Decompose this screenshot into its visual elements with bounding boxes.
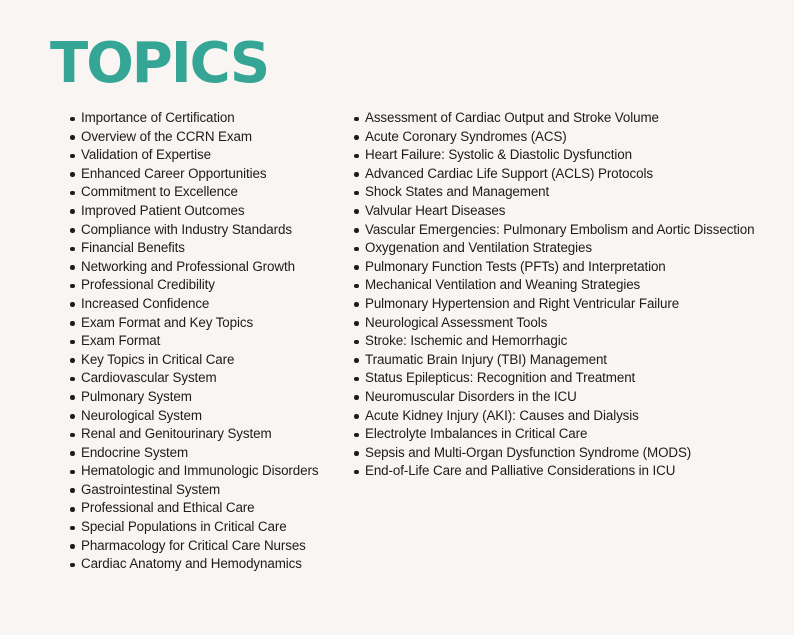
list-item bbox=[70, 276, 350, 295]
list-item bbox=[70, 537, 350, 556]
list-item-label: Mechanical Ventilation and Weaning Strategies bbox=[365, 277, 641, 293]
bullet-icon bbox=[354, 191, 359, 196]
bullet-icon bbox=[354, 451, 359, 456]
list-item-label: Key Topics in Critical Care bbox=[81, 351, 235, 367]
list-item bbox=[354, 462, 774, 481]
bullet-icon bbox=[70, 507, 75, 512]
bullet-icon bbox=[70, 321, 75, 326]
list-item-label: Networking and Professional Growth bbox=[81, 258, 295, 274]
bullet-icon bbox=[354, 209, 359, 214]
list-item bbox=[354, 165, 774, 184]
bullet-icon bbox=[70, 191, 75, 196]
list-item bbox=[70, 239, 350, 258]
list-item-label: Cardiac Anatomy and Hemodynamics bbox=[81, 556, 302, 572]
list-item-label: Neurological Assessment Tools bbox=[365, 314, 548, 330]
list-item bbox=[354, 444, 774, 463]
list-item bbox=[70, 425, 350, 444]
list-item bbox=[70, 499, 350, 518]
list-item bbox=[70, 146, 350, 165]
list-item-label: Increased Confidence bbox=[81, 295, 210, 311]
list-item bbox=[70, 202, 350, 221]
list-item-label: Special Populations in Critical Care bbox=[81, 519, 287, 535]
list-item-label: Pulmonary System bbox=[81, 388, 192, 404]
list-item bbox=[70, 351, 350, 370]
list-item-label: End-of-Life Care and Palliative Considerations in ICU bbox=[365, 463, 676, 479]
list-item bbox=[70, 332, 350, 351]
bullet-icon bbox=[354, 117, 359, 122]
list-item-label: Shock States and Management bbox=[365, 184, 550, 200]
list-item bbox=[70, 314, 350, 333]
bullet-icon bbox=[70, 451, 75, 456]
list-item-label: Pharmacology for Critical Care Nurses bbox=[81, 537, 306, 553]
list-item-label: Renal and Genitourinary System bbox=[81, 426, 272, 442]
bullet-icon bbox=[70, 395, 75, 400]
list-item-label: Electrolyte Imbalances in Critical Care bbox=[365, 426, 588, 442]
bullet-icon bbox=[70, 544, 75, 549]
list-item-label: Sepsis and Multi-Organ Dysfunction Syndrome (MODS) bbox=[365, 444, 692, 460]
bullet-icon bbox=[70, 377, 75, 382]
bullet-icon bbox=[70, 470, 75, 475]
list-item bbox=[354, 314, 774, 333]
list-item-label: Importance of Certification bbox=[81, 110, 235, 125]
bullet-icon bbox=[354, 433, 359, 438]
list-item-label: Assessment of Cardiac Output and Stroke Volume bbox=[365, 110, 659, 125]
list-item bbox=[354, 183, 774, 202]
list-item-label: Pulmonary Function Tests (PFTs) and Interpretation bbox=[365, 258, 666, 274]
bullet-icon bbox=[70, 358, 75, 363]
bullet-icon bbox=[70, 209, 75, 214]
list-item bbox=[354, 369, 774, 388]
list-item bbox=[354, 425, 774, 444]
list-item-label: Stroke: Ischemic and Hemorrhagic bbox=[365, 333, 568, 349]
bullet-icon bbox=[70, 265, 75, 270]
bullet-icon bbox=[70, 135, 75, 140]
page-title: TOPICS bbox=[50, 31, 269, 96]
list-item-label: Acute Kidney Injury (AKI): Causes and Dialysis bbox=[365, 407, 639, 423]
list-item-label: Heart Failure: Systolic & Diastolic Dysfunction bbox=[365, 147, 632, 163]
list-item-label: Pulmonary Hypertension and Right Ventricular Failure bbox=[365, 295, 680, 311]
list-item-label: Traumatic Brain Injury (TBI) Management bbox=[365, 351, 607, 367]
list-item-label: Validation of Expertise bbox=[81, 147, 211, 163]
bullet-icon bbox=[354, 321, 359, 326]
bullet-icon bbox=[354, 135, 359, 140]
bullet-icon bbox=[70, 414, 75, 419]
bullet-icon bbox=[354, 470, 359, 475]
list-item bbox=[70, 407, 350, 426]
list-item bbox=[70, 388, 350, 407]
bullet-icon bbox=[354, 172, 359, 177]
list-item bbox=[354, 221, 774, 240]
bullet-icon bbox=[70, 228, 75, 233]
list-item bbox=[70, 165, 350, 184]
list-item bbox=[70, 369, 350, 388]
list-item bbox=[354, 109, 774, 128]
list-item bbox=[354, 351, 774, 370]
list-item bbox=[354, 202, 774, 221]
list-item-label: Hematologic and Immunologic Disorders bbox=[81, 463, 319, 479]
list-item-label: Acute Coronary Syndromes (ACS) bbox=[365, 128, 567, 144]
list-item-label: Neurological System bbox=[81, 407, 202, 423]
bullet-icon bbox=[70, 284, 75, 289]
list-item bbox=[70, 555, 350, 574]
list-item bbox=[354, 332, 774, 351]
list-item-label: Cardiovascular System bbox=[81, 370, 217, 386]
bullet-icon bbox=[70, 247, 75, 252]
list-item-label: Compliance with Industry Standards bbox=[81, 221, 292, 237]
bullet-icon bbox=[70, 340, 75, 345]
list-item bbox=[70, 462, 350, 481]
bullet-icon bbox=[70, 172, 75, 177]
topics-list-left bbox=[70, 109, 350, 574]
list-item-label: Overview of the CCRN Exam bbox=[81, 128, 252, 144]
list-item-label: Advanced Cardiac Life Support (ACLS) Protocols bbox=[365, 165, 653, 181]
bullet-icon bbox=[354, 377, 359, 382]
list-item bbox=[70, 109, 350, 128]
list-item-label: Exam Format and Key Topics bbox=[81, 314, 254, 330]
bullet-icon bbox=[70, 154, 75, 159]
list-item bbox=[70, 518, 350, 537]
list-item-label: Vascular Emergencies: Pulmonary Embolism and Aortic Dissection bbox=[365, 221, 755, 237]
bullet-icon bbox=[70, 117, 75, 122]
list-item bbox=[70, 481, 350, 500]
list-item bbox=[354, 128, 774, 147]
list-item bbox=[354, 146, 774, 165]
list-item-label: Status Epilepticus: Recognition and Treatment bbox=[365, 370, 636, 386]
bullet-icon bbox=[354, 414, 359, 419]
list-item-label: Endocrine System bbox=[81, 444, 189, 460]
list-item-label: Neuromuscular Disorders in the ICU bbox=[365, 388, 577, 404]
list-item bbox=[354, 388, 774, 407]
bullet-icon bbox=[354, 228, 359, 233]
bullet-icon bbox=[354, 302, 359, 307]
list-item-label: Enhanced Career Opportunities bbox=[81, 165, 267, 181]
list-item-label: Professional and Ethical Care bbox=[81, 500, 255, 516]
list-item-label: Commitment to Excellence bbox=[81, 184, 238, 200]
bullet-icon bbox=[354, 340, 359, 345]
topics-list-right bbox=[354, 109, 774, 481]
list-item-label: Gastrointestinal System bbox=[81, 481, 221, 497]
bullet-icon bbox=[70, 433, 75, 438]
list-item-label: Exam Format bbox=[81, 333, 161, 349]
list-item bbox=[354, 295, 774, 314]
list-item bbox=[354, 258, 774, 277]
list-item bbox=[354, 276, 774, 295]
list-item bbox=[354, 407, 774, 426]
bullet-icon bbox=[70, 563, 75, 568]
bullet-icon bbox=[70, 488, 75, 493]
bullet-icon bbox=[354, 154, 359, 159]
bullet-icon bbox=[354, 284, 359, 289]
bullet-icon bbox=[70, 302, 75, 307]
bullet-icon bbox=[354, 247, 359, 252]
bullet-icon bbox=[354, 395, 359, 400]
list-item bbox=[70, 221, 350, 240]
list-item bbox=[70, 295, 350, 314]
list-item bbox=[70, 128, 350, 147]
list-item-label: Oxygenation and Ventilation Strategies bbox=[365, 240, 592, 256]
bullet-icon bbox=[354, 358, 359, 363]
list-item-label: Improved Patient Outcomes bbox=[81, 202, 245, 218]
list-item bbox=[70, 258, 350, 277]
bullet-icon bbox=[70, 526, 75, 531]
list-item-label: Valvular Heart Diseases bbox=[365, 202, 506, 218]
list-item bbox=[354, 239, 774, 258]
list-item-label: Financial Benefits bbox=[81, 240, 185, 256]
bullet-icon bbox=[354, 265, 359, 270]
list-item-label: Professional Credibility bbox=[81, 277, 215, 293]
list-item bbox=[70, 444, 350, 463]
list-item bbox=[70, 183, 350, 202]
